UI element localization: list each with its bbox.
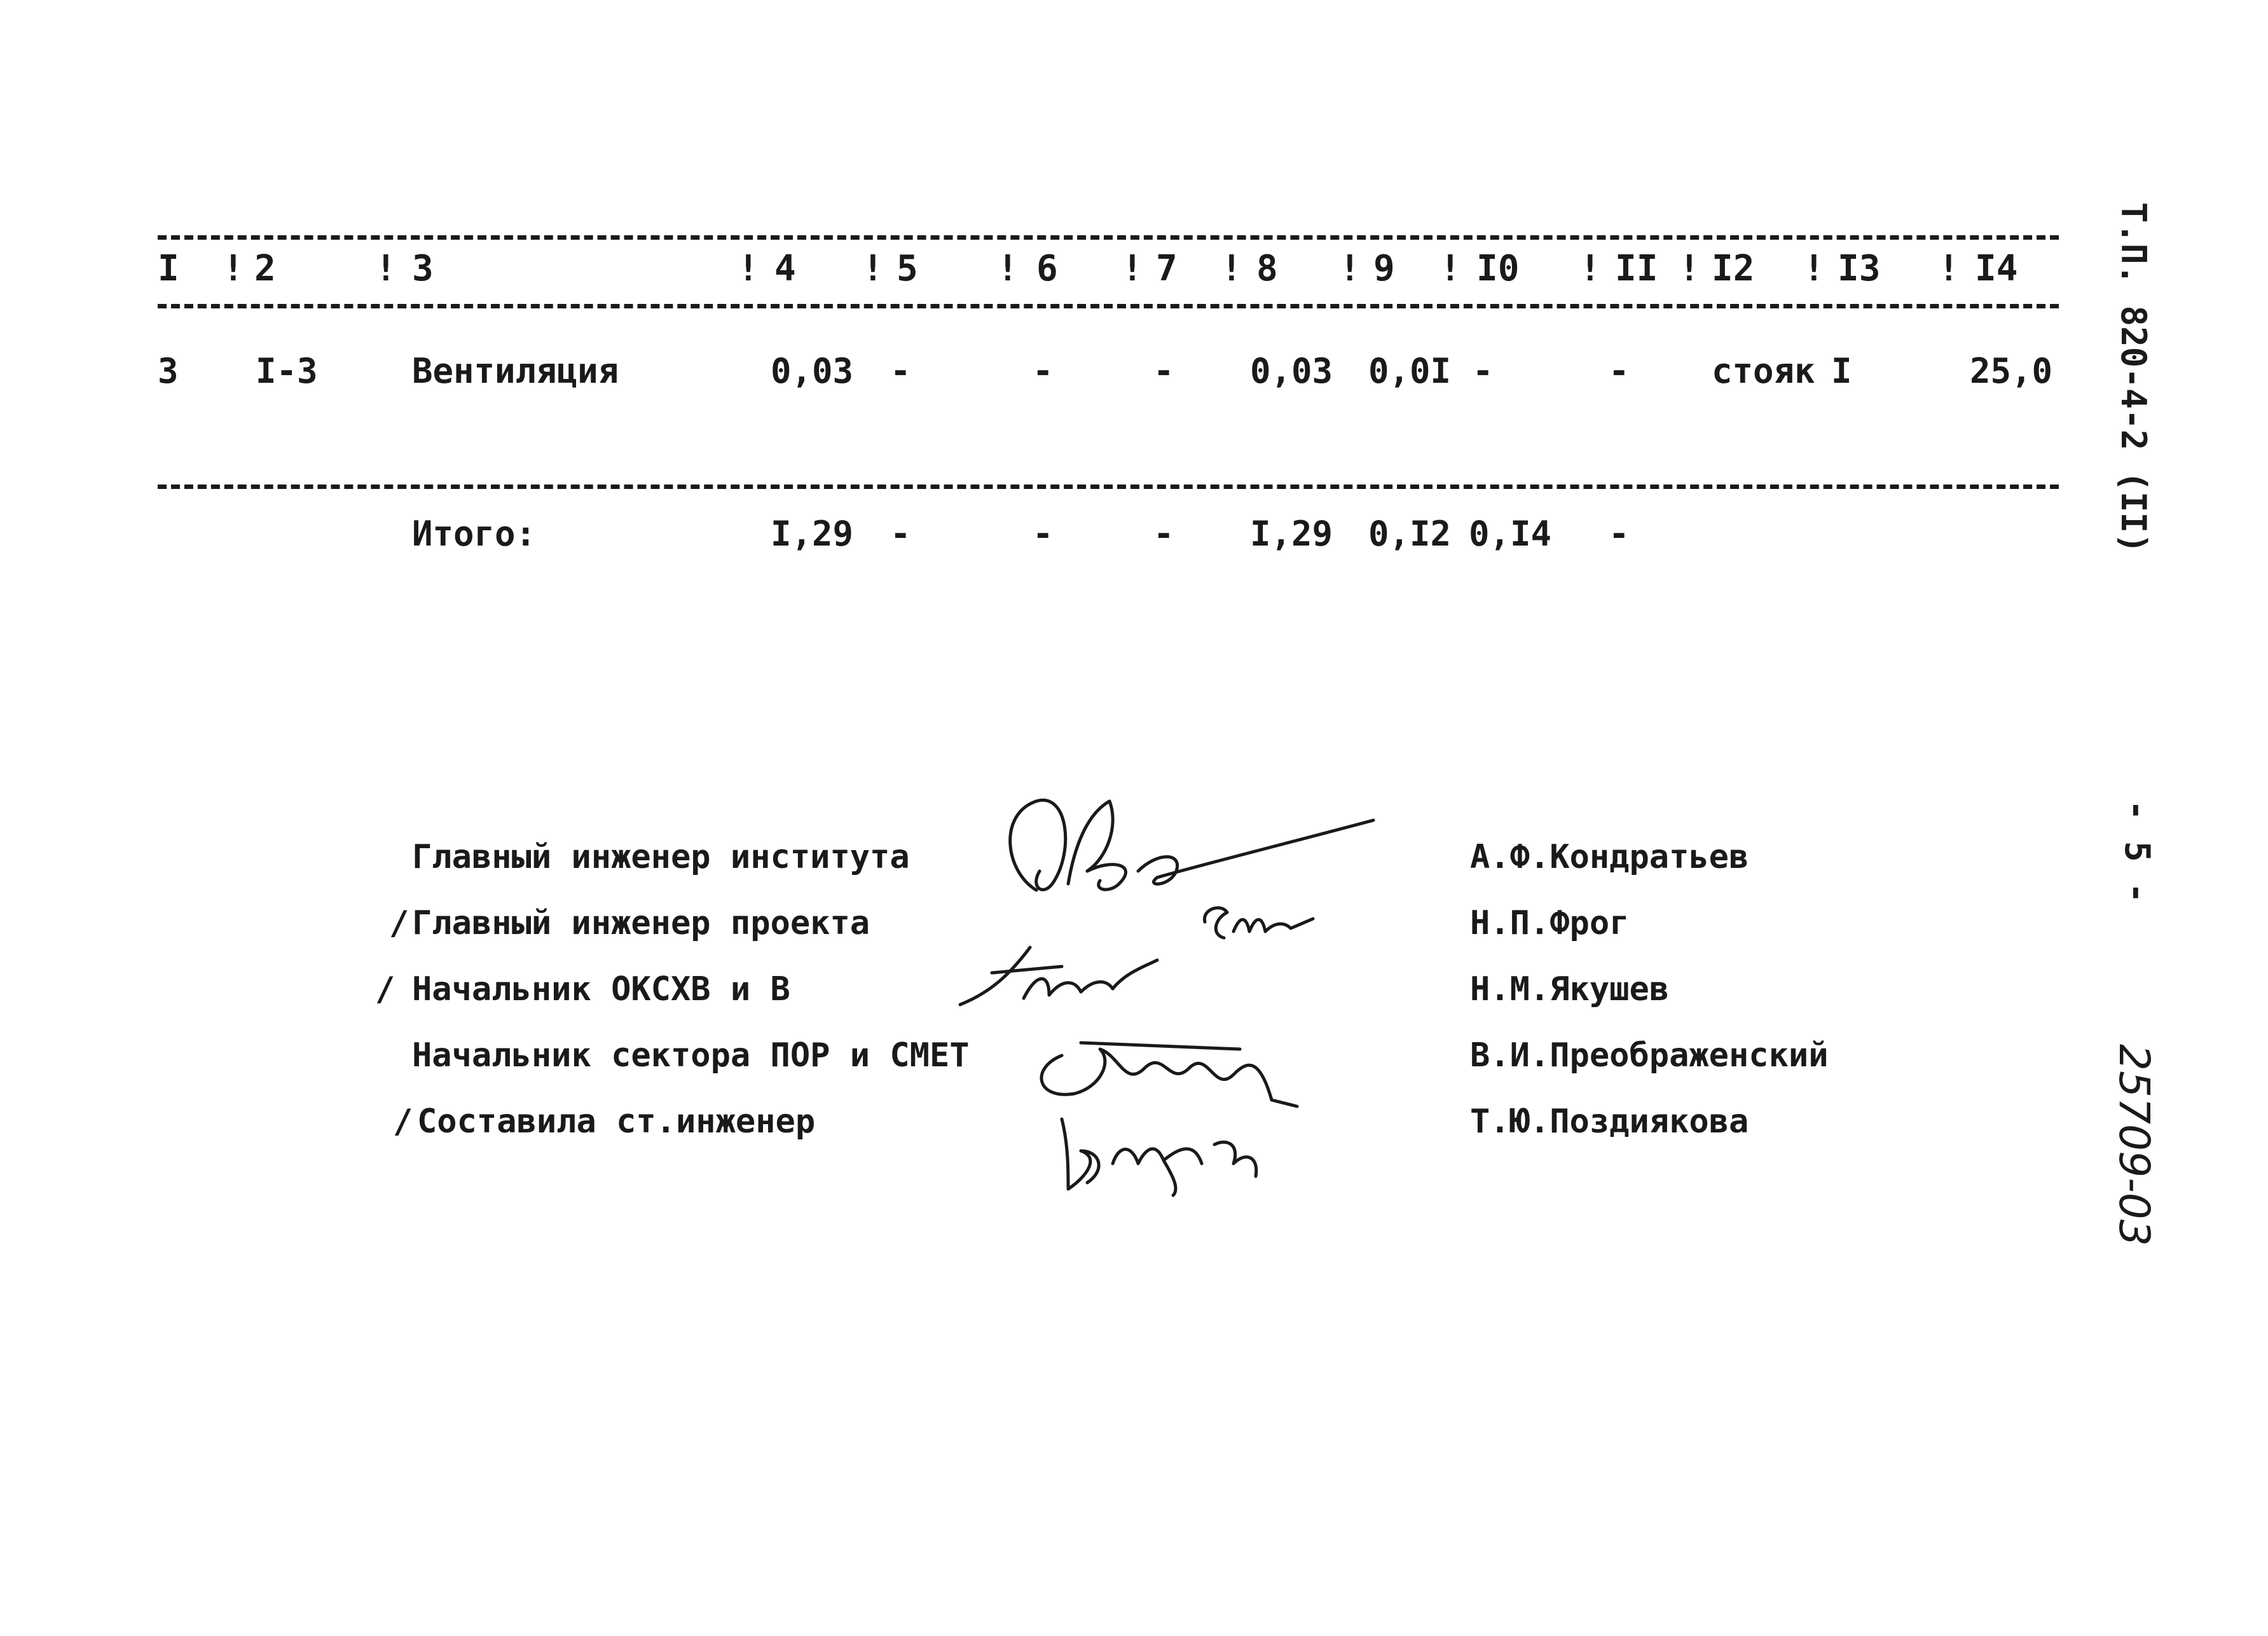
- page-number: - 5 -: [2117, 800, 2157, 904]
- header-sep: !: [375, 248, 397, 289]
- header-col-3: 3: [412, 248, 434, 289]
- total-col-7: -: [1153, 514, 1174, 554]
- total-top-rule: [158, 485, 2059, 489]
- cell-col-10: -: [1473, 351, 1494, 391]
- header-sep: !: [1579, 248, 1601, 289]
- cell-col-5: -: [890, 351, 911, 391]
- header-col-2: 2: [254, 248, 276, 289]
- total-label: Итого:: [412, 514, 537, 554]
- signature-role: Начальник сектора ПОР и СМЕТ: [412, 1036, 970, 1075]
- header-sep: !: [1339, 248, 1361, 289]
- total-col-11: -: [1609, 514, 1630, 554]
- cell-col-8: 0,03: [1250, 351, 1333, 391]
- cell-col-6: -: [1033, 351, 1054, 391]
- cell-col-13: I: [1831, 351, 1852, 391]
- document-code: Т.П. 820-4-2 (II): [2113, 202, 2154, 554]
- signature-role: Начальник ОКСХВ и В: [412, 970, 790, 1008]
- header-sep: !: [862, 248, 884, 289]
- header-col-5: 5: [897, 248, 918, 289]
- header-col-10: I0: [1476, 248, 1520, 289]
- cell-name: Вентиляция: [412, 351, 619, 391]
- total-col-8: I,29: [1250, 514, 1333, 554]
- header-col-11: II: [1615, 248, 1658, 289]
- header-col-14: I4: [1975, 248, 2018, 289]
- signature-mark: /: [393, 1103, 413, 1141]
- cell-col-9: 0,0I: [1368, 351, 1452, 391]
- cell-number: 3: [158, 351, 179, 391]
- total-col-9: 0,I2: [1368, 514, 1452, 554]
- signature-name: Н.П.Фрог: [1470, 904, 1630, 942]
- total-col-10: 0,I4: [1469, 514, 1552, 554]
- header-col-4: 4: [774, 248, 796, 289]
- header-sep: !: [1938, 248, 1960, 289]
- header-sep: !: [1122, 248, 1143, 289]
- header-sep: !: [223, 248, 244, 289]
- handwritten-signature-4: [1017, 1030, 1310, 1119]
- signature-role: Составила ст.инженер: [417, 1103, 816, 1141]
- signature-name: Н.М.Якушев: [1470, 970, 1670, 1008]
- table-top-rule: [158, 235, 2059, 240]
- cell-col-12: стояк: [1712, 351, 1815, 391]
- signature-mark: /: [375, 970, 395, 1008]
- signature-role: Главный инженер проекта: [412, 904, 870, 942]
- header-col-12: I2: [1712, 248, 1755, 289]
- total-col-6: -: [1033, 514, 1054, 554]
- handwritten-signature-2: [1195, 897, 1323, 954]
- handwritten-signature-1: [992, 776, 1386, 916]
- header-col-6: 6: [1036, 248, 1058, 289]
- header-sep: !: [1679, 248, 1700, 289]
- handwritten-signature-3: [954, 935, 1183, 1011]
- sheet-number: 25709-03: [2110, 1044, 2159, 1246]
- signature-role: Главный инженер института: [412, 838, 910, 876]
- signature-name: Т.Ю.Поздиякова: [1470, 1103, 1749, 1141]
- header-sep: !: [1803, 248, 1825, 289]
- header-col-13: I3: [1838, 248, 1881, 289]
- header-sep: !: [1440, 248, 1461, 289]
- handwritten-signature-5: [1043, 1106, 1272, 1195]
- header-col-1: I: [158, 248, 179, 289]
- cell-col-11: -: [1609, 351, 1630, 391]
- header-col-8: 8: [1256, 248, 1278, 289]
- header-bottom-rule: [158, 304, 2059, 308]
- header-sep: !: [738, 248, 759, 289]
- cell-col-4: 0,03: [771, 351, 854, 391]
- header-col-7: 7: [1156, 248, 1178, 289]
- cell-col-14: 25,0: [1970, 351, 2053, 391]
- cell-code: I-3: [256, 351, 318, 391]
- header-col-9: 9: [1373, 248, 1395, 289]
- cell-col-7: -: [1153, 351, 1174, 391]
- total-col-4: I,29: [771, 514, 854, 554]
- header-sep: !: [997, 248, 1019, 289]
- total-col-5: -: [890, 514, 911, 554]
- signature-name: В.И.Преображенский: [1470, 1036, 1829, 1075]
- signature-mark: /: [389, 904, 409, 942]
- signature-name: А.Ф.Кондратьев: [1470, 838, 1749, 876]
- header-sep: !: [1221, 248, 1242, 289]
